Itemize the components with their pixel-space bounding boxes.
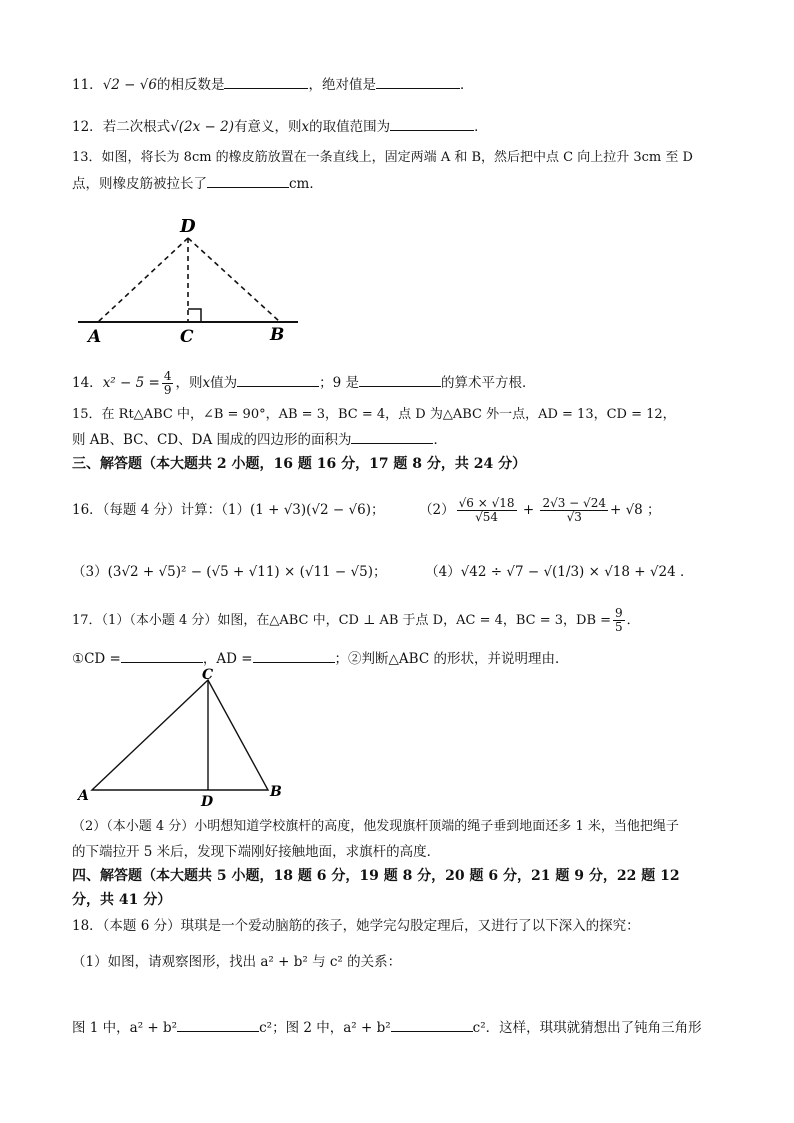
text: cm． [289, 176, 323, 192]
section-3-heading: 三、解答题（本大题共 2 小题，16 题 16 分，17 题 8 分，共 24 分） [72, 456, 527, 472]
question-16-row1: 16．（每题 4 分）计算：（1）(1 + √3)(√2 − √6)； （2） $\frac{√6 \times √18}{√54}$ + $\frac{2√3 - √24}{√3}$ + √8 ； [72, 496, 661, 524]
math-expr: x² − 5 = [102, 375, 160, 391]
answer-blank[interactable] [359, 372, 441, 387]
question-number: 12． [72, 119, 103, 135]
fraction [540, 497, 608, 524]
question-18-line3 [72, 1017, 702, 1038]
text: ，AD = [202, 651, 253, 667]
fraction-numerator: √6 × √18 [458, 496, 515, 510]
question-number: 11． [72, 77, 103, 93]
answer-blank[interactable] [224, 74, 308, 89]
fraction-denominator: √54 [475, 510, 499, 524]
text: ． [459, 77, 474, 93]
segment-da [98, 238, 188, 322]
figure-17 [72, 668, 302, 813]
text: 图 1 中，a² + b² [72, 1020, 178, 1036]
fraction [457, 497, 517, 524]
text: 值为 [210, 375, 238, 391]
question-11 [72, 74, 473, 95]
fraction [613, 607, 625, 634]
question-18-line2: （1）如图，请观察图形，找出 a² + b² 与 c² 的关系： [72, 954, 402, 970]
fraction [162, 370, 174, 397]
text: 的取值范围为 [309, 119, 391, 135]
text: c²；图 2 中，a² + b² [259, 1020, 391, 1036]
part-4: （4）√42 ÷ √7 − √(1/3) × √18 + √24 ． [425, 564, 694, 580]
text: 17．（1）（本小题 4 分）如图，在△ABC 中，CD ⊥ AB 于点 D，AC = 4，BC = 3，DB = [72, 613, 612, 628]
question-13-line1: 13．如图，将长为 8cm 的橡皮筋放置在一条直线上，固定两端 A 和 B，然后把中点 C 向上拉升 3cm 至 D [72, 150, 693, 165]
fraction-numerator: 4 [163, 369, 172, 383]
question-15-line1: 15．在 Rt△ABC 中，∠B = 90°，AB = 3，BC = 4，点 D 为△ABC 外一点，AD = 13，CD = 12， [72, 407, 676, 422]
text: 点，则橡皮筋被拉长了 [72, 176, 207, 192]
text: 的算术平方根． [440, 375, 536, 391]
question-17-part2-line2: 的下端拉开 5 米后，发现下端刚好接触地面，求旗杆的高度． [72, 844, 441, 860]
answer-blank[interactable] [351, 429, 433, 444]
label-d: D [201, 794, 214, 810]
part-1: 16．（每题 4 分）计算：（1）(1 + √3)(√2 − √6)； [72, 502, 385, 518]
math-var: x [301, 119, 310, 135]
label-b: B [270, 784, 282, 800]
question-17-part2-line1: （2）（本小题 4 分）小明想知道学校旗杆的高度，他发现旗杆顶端的绳子垂到地面还多 1 米，当他把绳子 [72, 819, 679, 834]
text: c²．这样，琪琪就猜想出了钝角三角形 [472, 1020, 702, 1036]
question-14 [72, 368, 535, 398]
math-expr: √2 − √6 [102, 77, 157, 93]
fraction-denominator: √3 [566, 510, 582, 524]
section-4-heading-line2: 分，共 41 分） [72, 892, 172, 908]
label-c: C [180, 327, 194, 347]
text: ①CD = [72, 651, 121, 667]
text: 有意义，则 [234, 119, 302, 135]
right-angle-mark [188, 309, 201, 322]
text: ． [626, 613, 640, 628]
text: ；9 是 [319, 375, 359, 391]
text: ． [474, 119, 488, 135]
label-a: A [88, 327, 102, 347]
answer-blank[interactable] [390, 116, 474, 131]
text: ，则 [175, 375, 203, 391]
part-2-label: （2） [419, 502, 455, 518]
text: 若二次根式 [102, 119, 171, 135]
question-13-line2 [72, 173, 323, 194]
math-var: x [202, 375, 211, 391]
text: 的相反数是 [156, 77, 225, 93]
text: 则 AB、BC、CD、DA 围成的四边形的面积为 [72, 432, 352, 448]
fraction-numerator: 2√3 − √24 [542, 496, 606, 510]
fraction-denominator: 9 [163, 383, 172, 397]
question-12 [72, 116, 488, 137]
question-18-line1: 18．（本题 6 分）琪琪是一个爱动脑筋的孩子，她学完勾股定理后，又进行了以下深入的探究： [72, 918, 640, 934]
question-16-row2 [72, 562, 693, 582]
text: ；②判断△ABC 的形状，并说明理由． [334, 651, 569, 667]
text: ． [433, 432, 447, 448]
answer-blank[interactable] [121, 648, 203, 663]
answer-blank[interactable] [253, 648, 335, 663]
answer-blank[interactable] [376, 74, 460, 89]
label-d: D [180, 216, 196, 237]
fraction-numerator: 9 [615, 606, 623, 620]
text: + √8 ； [609, 502, 661, 518]
triangle-abc [92, 680, 268, 790]
part-3: （3）(3√2 + √5)² − (√5 + √11) × (√11 − √5)； [72, 564, 387, 580]
figure-13 [72, 208, 312, 348]
question-17-line1 [72, 606, 640, 636]
section-4-heading-line1: 四、解答题（本大题共 5 小题，18 题 6 分，19 题 8 分，20 题 6 分，21 题 9 分，22 题 12 [72, 868, 680, 884]
math-expr: √(2x − 2) [170, 119, 235, 135]
label-c: C [202, 668, 214, 683]
answer-blank[interactable] [237, 372, 319, 387]
question-17-line2 [72, 648, 568, 669]
segment-db [188, 238, 280, 322]
question-number: 14． [72, 375, 103, 391]
text: ，绝对值是 [308, 77, 376, 93]
label-a: A [78, 788, 89, 804]
question-15-line2 [72, 429, 447, 450]
answer-blank[interactable] [177, 1017, 259, 1032]
answer-blank[interactable] [207, 173, 289, 188]
fraction-denominator: 5 [615, 620, 623, 634]
label-b: B [270, 325, 285, 345]
answer-blank[interactable] [391, 1017, 473, 1032]
